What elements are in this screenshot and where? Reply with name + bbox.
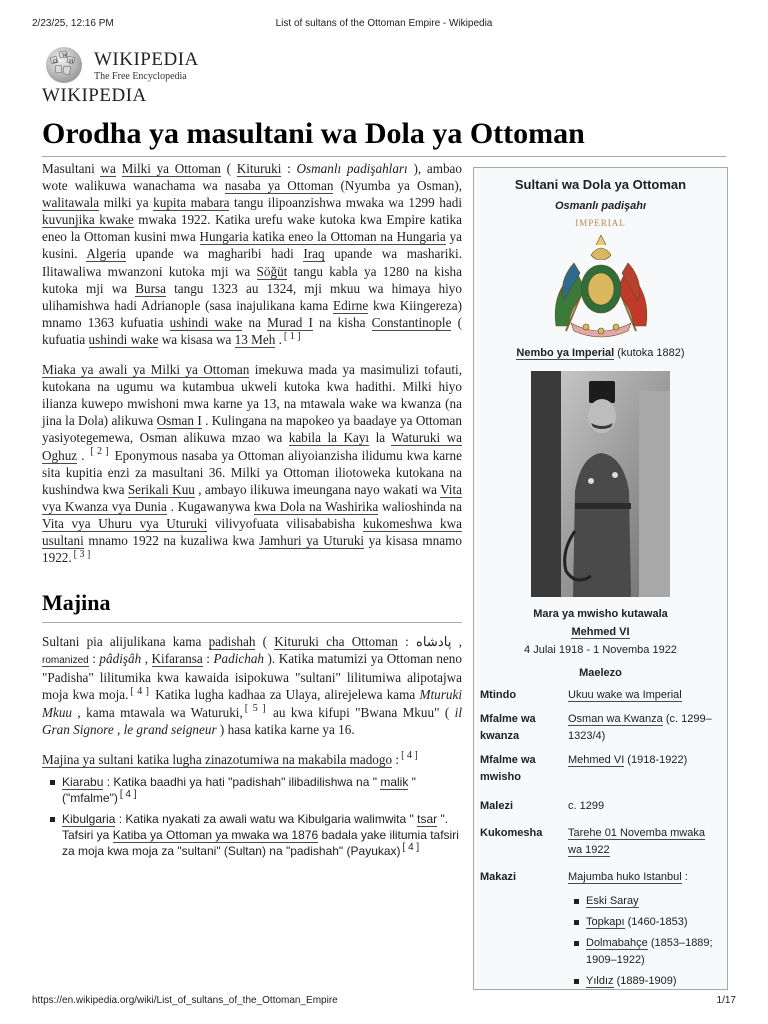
infobox-row-kukomesha (474, 825, 727, 859)
print-page-number: 1/17 (716, 995, 736, 1006)
text: Sultani pia alijulikana kama (42, 634, 209, 650)
link-bursa[interactable]: Bursa (135, 280, 166, 296)
text: , kama mtawala wa Waturuki, (72, 704, 243, 720)
link-vita-vya-kwanza[interactable]: Vita vya Kwanza vya Dunia (42, 481, 462, 514)
row-value-link[interactable]: Mehmed VI (568, 754, 625, 766)
paragraph-minority-titles (42, 751, 462, 768)
reference-link[interactable]: [ 3 ] (73, 548, 91, 560)
row-label: Malezi (480, 800, 514, 812)
link-wa[interactable]: wa (100, 161, 116, 176)
text: , ambayo ilikuwa imeungana nayo wakati wa (194, 481, 441, 497)
text: mnamo 1922 na kuzaliwa kwa (83, 532, 260, 548)
text: tangu 1323 au 1324, mji mkuu wa himaya hiyo ulihamishwa hadi Adrianople (sasa inajulikana kama (42, 280, 462, 313)
text: : (392, 751, 400, 767)
list-item (42, 774, 462, 806)
text: : (281, 161, 297, 176)
text: walioshinda na (378, 498, 462, 514)
link-iraq[interactable]: Iraq (303, 246, 325, 262)
text (116, 161, 122, 176)
link-yildiz[interactable]: Yıldız (586, 975, 614, 987)
list-item (574, 935, 727, 969)
link-kukomeshwa[interactable]: kukomeshwa kwa usultani (42, 515, 463, 548)
link-nembo-ya-imperial[interactable]: Nembo ya Imperial (516, 347, 615, 359)
text: . Kulingana na mapokeo ya baadaye ya Ottoman yasiyotegemewa, Osman alikuwa mzao wa (42, 413, 462, 446)
link-jamhuri[interactable]: Jamhuri ya Uturuki (259, 532, 365, 548)
row-label: Mtindo (480, 689, 517, 701)
list-item (574, 914, 727, 931)
link-ushindi[interactable]: ushindi wake (169, 314, 243, 330)
text: ( (255, 634, 275, 650)
link-serikali-kuu[interactable]: Serikali Kuu (127, 481, 195, 497)
infobox-rows (474, 687, 727, 886)
italic-text: Padichah (213, 651, 265, 667)
text: tangu ilipoanzishwa mwaka wa 1299 hadi (229, 195, 462, 211)
section-heading-majina: Majina (42, 590, 462, 623)
text: mwaka 1922. Katika urefu wake kutoka kwa Empire katika eneo la Ottoman kusini mwa (42, 212, 462, 245)
reference-link[interactable]: [ 4 ] (119, 788, 137, 800)
text: " ("mfalme") (62, 774, 416, 805)
wikipedia-wordmark-secondary: WIKIPEDIA (42, 85, 147, 106)
language-list (42, 774, 462, 859)
text: upande wa mashariki. Ilitawaliwa mwanzoni kutoka mji wa (42, 246, 462, 279)
row-label: Makazi (480, 871, 517, 883)
portrait-caption: Mara ya mwisho kutawala (533, 608, 668, 620)
list-item (574, 893, 727, 910)
text: kwa Kiingereza) mnamo 1363 kufuatia (42, 297, 462, 330)
emblem-label: IMPERIAL (575, 218, 626, 228)
page-title: Orodha ya masultani wa Dola ya Ottoman (42, 116, 726, 157)
text: Masultani (42, 161, 101, 176)
link-kabila-la-kayi[interactable]: kabila la Kayı (288, 430, 370, 446)
text: . (77, 447, 89, 463)
text: na kisha (312, 314, 372, 330)
text: Eponymous nasaba ya Ottoman aliyoianzisha ilidumu kwa karne sita kupitia enzi za masultani 36. Milki ya Ottoman iliotoweka kutokana na kushindwa kwa (42, 447, 462, 497)
infobox-section-maelezo: Maelezo (579, 667, 622, 679)
link-kituruki-cha-ottoman[interactable]: Kituruki cha Ottoman (274, 634, 398, 650)
link-nasaba[interactable]: nasaba ya Ottoman (224, 178, 334, 194)
link-kituruki[interactable]: Kituruki (236, 161, 282, 176)
text: (Nyumba ya Osman), (333, 178, 463, 194)
link-ushindi-wake[interactable]: ushindi wake (88, 331, 159, 347)
text: (1460-1853) (624, 916, 688, 928)
infobox (473, 167, 728, 990)
row-label: Kukomesha (480, 827, 543, 839)
link-edirne[interactable]: Edirne (333, 297, 369, 313)
print-url: https://en.wikipedia.org/wiki/List_of_sultans_of_the_Ottoman_Empire (32, 995, 338, 1006)
row-value-text: (1918-1922) (624, 754, 688, 766)
link-hungaria[interactable]: Hungaria katika eneo la Ottoman na Hungaria (199, 229, 446, 245)
link-murad-i[interactable]: Murad I (267, 314, 313, 330)
svg-text:Ω: Ω (53, 59, 58, 65)
text: Katika lugha kadhaa za Ulaya, alirejelewa kama (151, 687, 420, 703)
text: : پادشاه , (397, 634, 463, 650)
text: wa kisasa wa (158, 331, 235, 347)
link-constantinople[interactable]: Constantinople (371, 314, 452, 330)
row-label: Mfalme wa kwanza (480, 713, 536, 742)
reference-link[interactable]: [ 2 ] (90, 446, 109, 458)
print-header (32, 18, 736, 32)
row-value-text: (c. 1299–1323/4) (568, 713, 712, 742)
link-kupita-mabara[interactable]: kupita mabara (153, 195, 230, 211)
reference-link[interactable]: [ 5 ] (244, 703, 266, 715)
link-malik[interactable]: malik (380, 774, 409, 789)
emblem-caption (474, 347, 727, 359)
text: ), ambao wote walikuwa wanachama wa (42, 161, 462, 194)
link-kifaransa[interactable]: Kifaransa (151, 651, 203, 667)
link-dolmabahce[interactable]: Dolmabahçe (586, 937, 648, 949)
text: tangu kabla ya 1280 na kisha kutoka mji wa (42, 263, 463, 296)
paragraph-intro (42, 160, 462, 348)
infobox-row-mfalme-wa-mwisho (474, 752, 727, 786)
italic-text: Osmanlı padişahları (296, 161, 408, 176)
text: imekuwa mada ya masimulizi tofauti, kutokana na ugumu wa kutambua ukweli kutoka kwa hadithi. Milki hiyo ilianza kuwepo mwishoni mwa karne ya 13, na mtawala wake wa kwanza (na jina la Dola) alikuwa (42, 362, 462, 429)
svg-text:W: W (62, 53, 68, 59)
link-miaka-ya-awali[interactable]: Miaka ya awali ya Milki ya Ottoman (42, 362, 250, 378)
text: (1853–1889; 1909–1922) (586, 937, 713, 966)
reference-link[interactable]: [ 1 ] (283, 330, 301, 342)
row-value-link[interactable]: Ukuu wake wa Imperial (568, 689, 682, 701)
text: . Kugawanywa (166, 498, 254, 514)
link-waturuki-wa-oghuz[interactable]: Waturuki wa Oghuz (42, 430, 462, 463)
list-item (574, 973, 727, 990)
link-mehmed-vi[interactable]: Mehmed VI (571, 626, 630, 638)
text: ( (220, 161, 237, 176)
list-item (42, 811, 462, 859)
link-sogut[interactable]: Söğüt (256, 263, 288, 279)
row-label: Mfalme wa mwisho (480, 754, 536, 783)
wikipedia-tagline: The Free Encyclopedia (94, 71, 187, 82)
link-kiarabu[interactable]: Kiarabu (62, 774, 104, 789)
link-kibulgaria[interactable]: Kibulgaria (62, 811, 116, 826)
text: : (88, 651, 100, 667)
infobox-title: Sultani wa Dola ya Ottoman (514, 177, 687, 192)
text: . (275, 331, 282, 347)
italic-text: il Gran Signore , le grand seigneur (42, 704, 462, 737)
link-katiba[interactable]: Katiba ya Ottoman ya mwaka wa 1876 (112, 827, 319, 842)
text: vilivyofuata vilisababisha (207, 515, 363, 531)
link-13-meh[interactable]: 13 Meh (234, 331, 276, 347)
article-body (42, 160, 462, 864)
print-footer (32, 995, 736, 1009)
infobox-row-mtindo (474, 687, 727, 704)
svg-text:И: И (69, 59, 74, 65)
wikipedia-globe-icon (42, 44, 86, 84)
wikipedia-wordmark: WIKIPEDIA (94, 49, 199, 70)
row-value-text: c. 1299 (568, 800, 605, 812)
text: ( kufuatia (42, 314, 462, 347)
italic-text: Mturuki Mkuu (42, 687, 462, 720)
text: ". Tafsiri ya (62, 811, 449, 842)
link-topkapi[interactable]: Topkapı (586, 916, 625, 928)
paragraph-titles (42, 633, 462, 738)
link-padishah[interactable]: padishah (208, 634, 256, 650)
link-walitawala[interactable]: walitawala (42, 195, 100, 211)
text: na (242, 314, 268, 330)
reference-link[interactable]: [ 4 ] (402, 841, 420, 853)
residence-list (574, 893, 727, 990)
infobox-subtitle: Osmanlı padişahı (554, 200, 647, 212)
reference-link[interactable]: [ 4 ] (401, 750, 418, 762)
row-value-link[interactable]: Tarehe 01 Novemba mwaka wa 1922 (568, 827, 705, 856)
link-kuvunjika[interactable]: kuvunjika kwake (42, 212, 134, 228)
paragraph-history (42, 361, 462, 566)
link-milki-ya-ottoman[interactable]: Milki ya Ottoman (121, 161, 221, 176)
reign-dates: 4 Julai 1918 - 1 Novemba 1922 (524, 644, 677, 656)
print-datetime: 2/23/25, 12:16 PM (32, 18, 114, 29)
text: ) hasa katika karne ya 16. (216, 721, 355, 737)
italic-text: pâdişâh (99, 651, 142, 667)
link-majina-ya-sultani[interactable]: Majina ya sultani katika lugha zinazotumiwa na makabila madogo (42, 751, 393, 767)
wikipedia-logo[interactable] (42, 44, 242, 84)
text: la (369, 430, 392, 446)
portrait-image[interactable] (531, 371, 670, 597)
text: milki ya (99, 195, 154, 211)
text: ). Katika matumizi ya Ottoman neno "Padisha" lilitumika kwa kawaida isipokuwa "sultani" lilitumiwa alipotajwa moja kwa moja. (42, 651, 462, 703)
row-value-link[interactable]: Majumba huko Istanbul (568, 871, 682, 883)
link-algeria[interactable]: Algeria (86, 246, 126, 262)
link-osman-i[interactable]: Osman I (156, 413, 202, 429)
print-doc-title: List of sultans of the Ottoman Empire - Wikipedia (275, 18, 493, 29)
link-kwa-dola[interactable]: kwa Dola na Washirika (253, 498, 379, 514)
text: upande wa magharibi hadi (125, 246, 304, 262)
imperial-emblem-image[interactable] (546, 231, 656, 341)
text: ya kusini. (42, 229, 462, 262)
row-value-text: : (681, 871, 688, 883)
infobox-row-malezi (474, 798, 727, 815)
link-tsar[interactable]: tsar (417, 811, 438, 826)
text: ya kisasa mnamo 1922. (42, 532, 462, 566)
link-vita-vya-uhuru[interactable]: Vita vya Uhuru vya Uturuki (42, 515, 208, 531)
row-value-link[interactable]: Osman wa Kwanza (568, 713, 663, 725)
ruler-name (474, 623, 727, 641)
text: : (202, 651, 214, 667)
text: au kwa kifupi "Bwana Mkuu" ( (267, 704, 455, 720)
text: , (141, 651, 152, 667)
text: : Katika baadhi ya hati "padishah" ilibadilishwa na " (103, 774, 381, 789)
infobox-row-makazi (474, 869, 727, 886)
text: : Katika nyakati za awali watu wa Kibulgaria walimwita " (115, 811, 418, 826)
link-romanized[interactable]: romanized (42, 655, 89, 667)
text: (kutoka 1882) (614, 347, 685, 359)
infobox-row-mfalme-wa-kwanza (474, 711, 727, 745)
link-eski-saray[interactable]: Eski Saray (586, 895, 639, 907)
text: (1889-1909) (613, 975, 677, 987)
reference-link[interactable]: [ 4 ] (130, 686, 149, 698)
text: badala yake ilitumia tafsiri za moja kwa moja za "sultani" (Sultan) na "padishah" (Payukax) (62, 827, 459, 858)
